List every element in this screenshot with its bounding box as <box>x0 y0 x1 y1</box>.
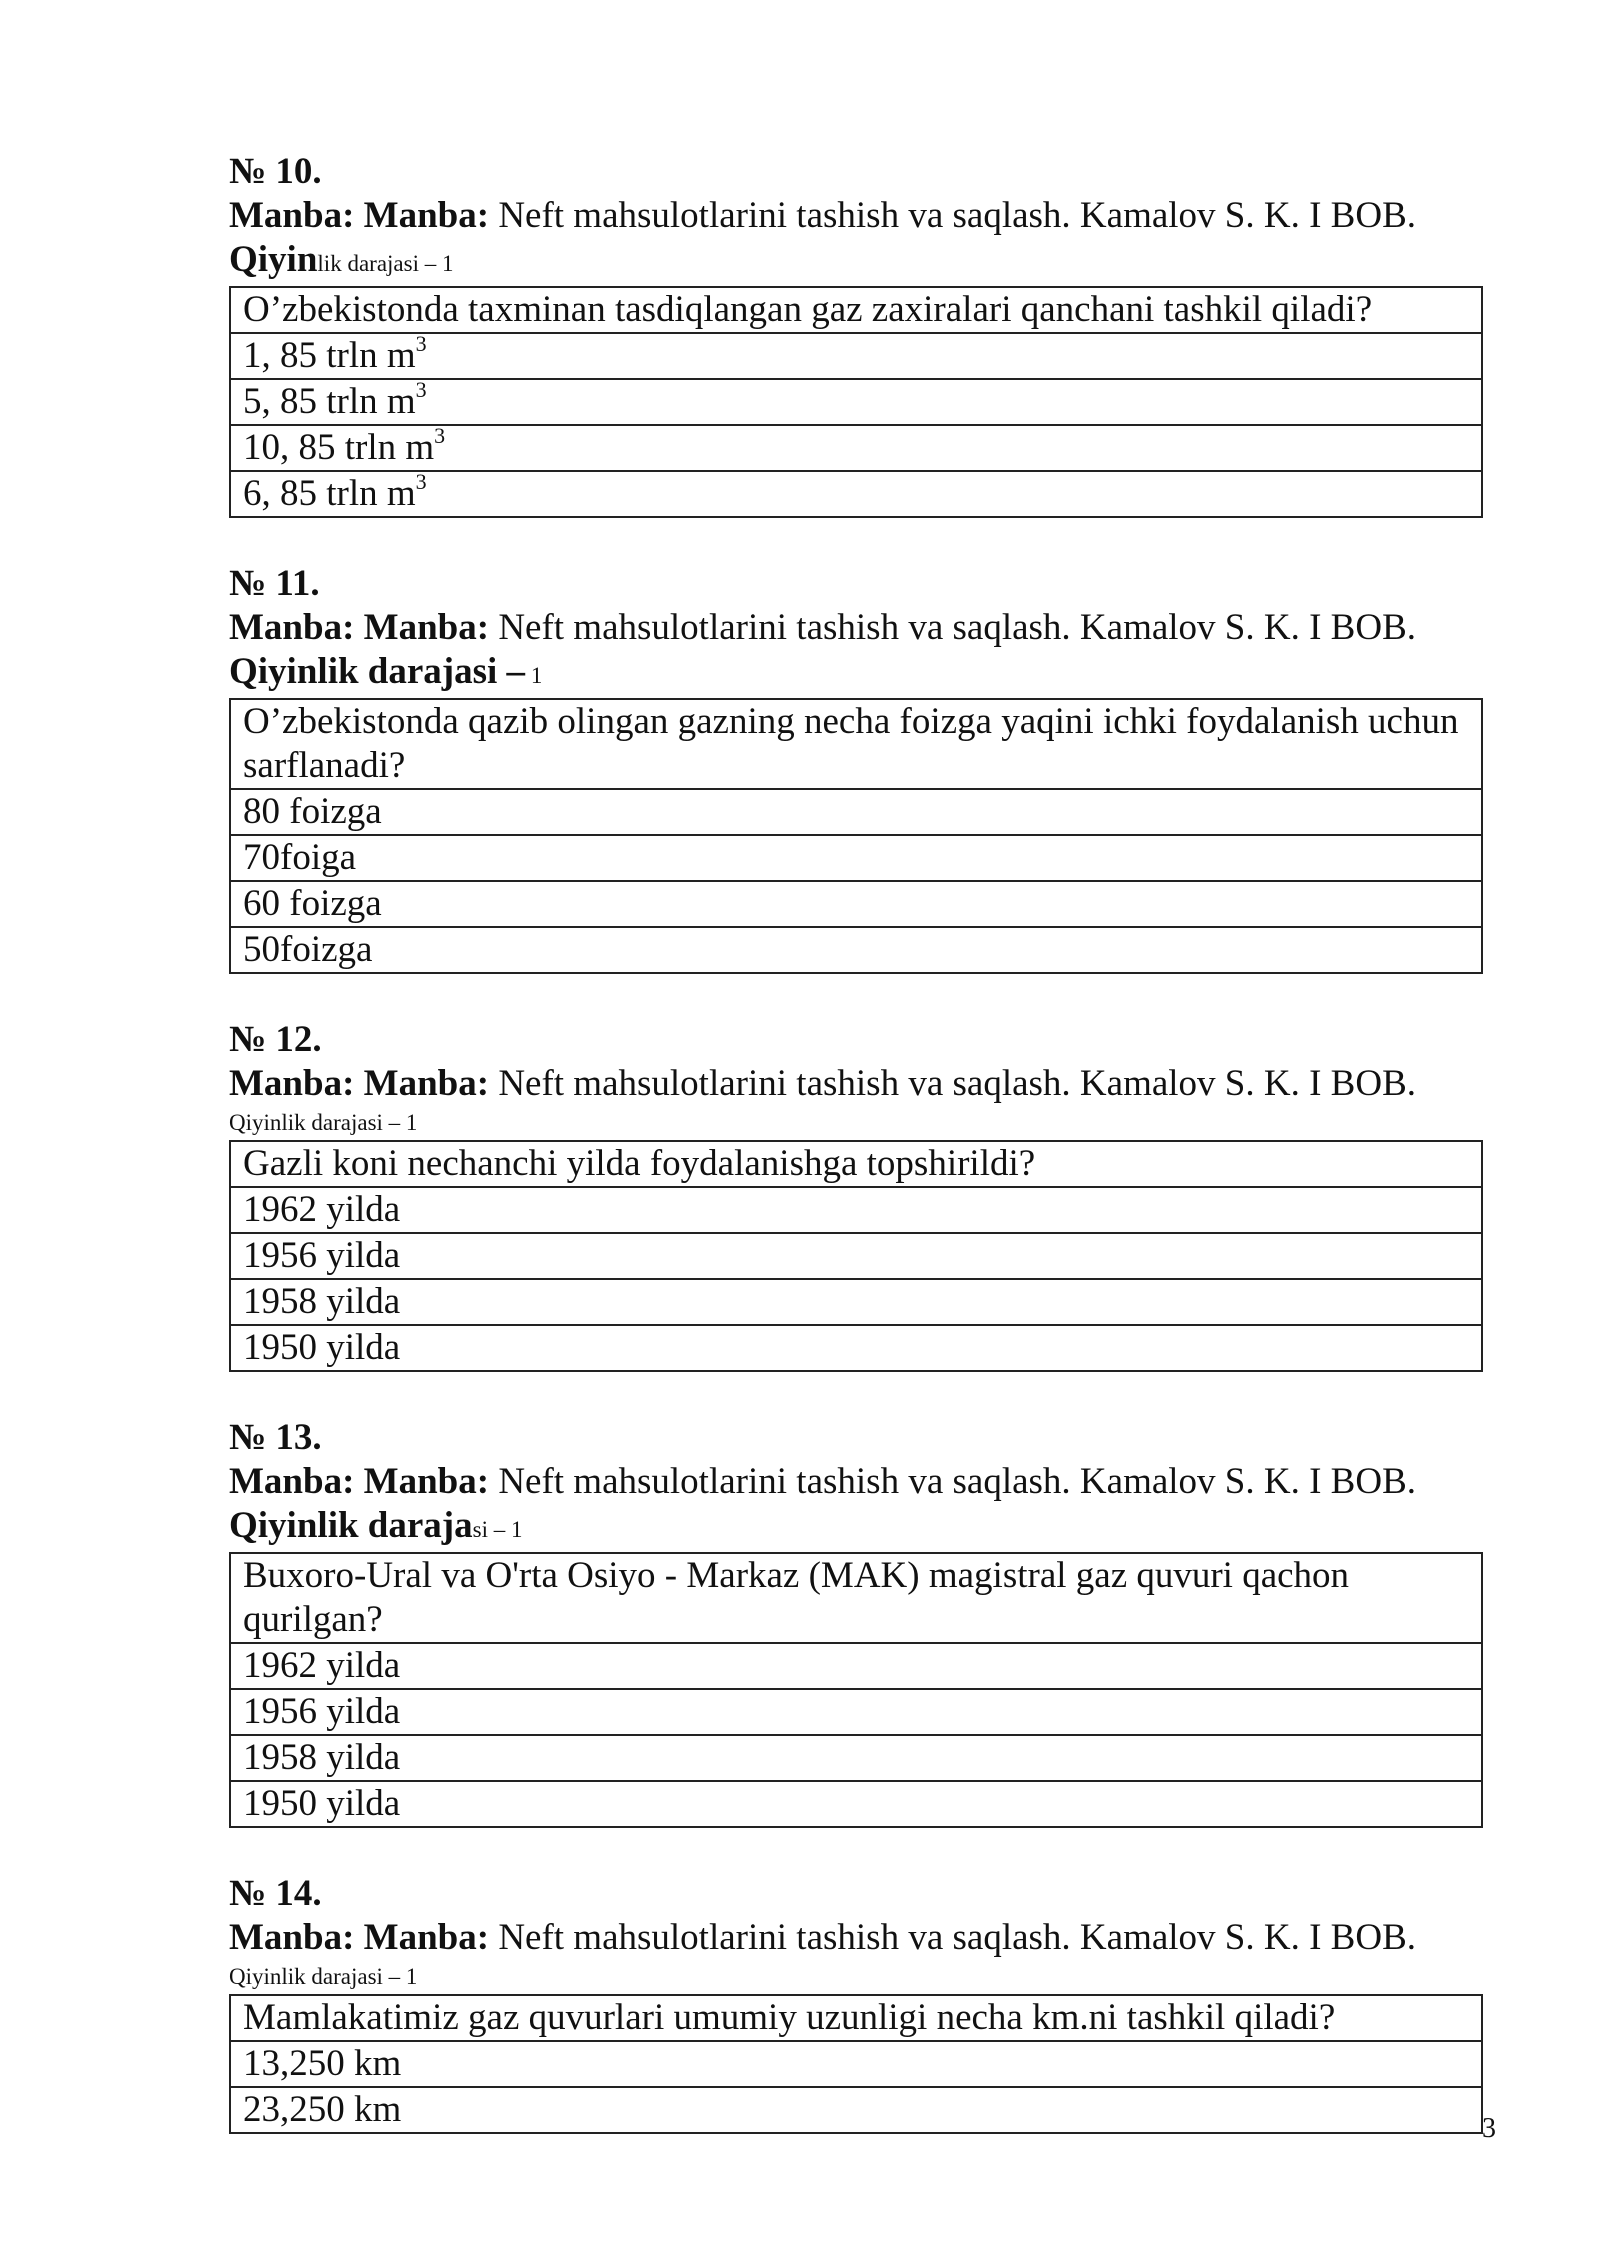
answer-option-text: 1962 yilda <box>243 1645 401 1686</box>
answer-option <box>230 1781 1482 1827</box>
question-number: № 14. <box>229 1873 322 1914</box>
answer-option-text: 60 foizga <box>243 883 382 924</box>
answer-option <box>230 425 1482 471</box>
difficulty-label: Qiyinlik daraja <box>229 1505 473 1546</box>
answer-option-row <box>230 471 1482 517</box>
question-number: № 11. <box>229 563 320 604</box>
answer-option-row <box>230 1187 1482 1233</box>
difficulty-value: Qiyinlik darajasi – 1 <box>229 1110 418 1135</box>
question-row <box>230 699 1482 789</box>
answer-option-text: 1956 yilda <box>243 1235 401 1276</box>
answer-option-text: 1950 yilda <box>243 1783 401 1824</box>
answer-option-row <box>230 789 1482 835</box>
source-label: Manba: Manba: <box>229 195 490 236</box>
answer-option-row <box>230 1643 1482 1689</box>
source-text: Neft mahsulotlarini tashish va saqlash. Kamalov S. K. I BOB. <box>489 1917 1416 1958</box>
source-line <box>229 1460 1483 1504</box>
answer-option <box>230 1279 1482 1325</box>
answer-option-row <box>230 1279 1482 1325</box>
answer-option <box>230 333 1482 379</box>
answer-option-row <box>230 379 1482 425</box>
answer-option-row <box>230 2041 1482 2087</box>
difficulty-value: lik darajasi – 1 <box>317 251 454 276</box>
question-row <box>230 1995 1482 2041</box>
quiz-items <box>229 150 1483 2134</box>
question-text: Gazli koni nechanchi yilda foydalanishga topshirildi? <box>230 1141 1482 1187</box>
answer-option-text: 1, 85 trln m <box>243 335 416 376</box>
answer-option-text: 80 foizga <box>243 791 382 832</box>
answer-option-row <box>230 835 1482 881</box>
difficulty-line <box>229 1960 1483 1994</box>
answer-table <box>229 1140 1483 1372</box>
answer-option-row <box>230 1781 1482 1827</box>
answer-option-text: 1956 yilda <box>243 1691 401 1732</box>
answer-option-text: 13,250 km <box>243 2043 402 2084</box>
source-text: Neft mahsulotlarini tashish va saqlash. Kamalov S. K. I BOB. <box>489 607 1416 648</box>
answer-option <box>230 1689 1482 1735</box>
answer-table <box>229 286 1483 518</box>
question-text: O’zbekistonda taxminan tasdiqlangan gaz zaxiralari qanchani tashkil qiladi? <box>230 287 1482 333</box>
answer-option <box>230 471 1482 517</box>
answer-table <box>229 698 1483 974</box>
unit-exponent: 3 <box>415 377 427 402</box>
answer-option-row <box>230 1325 1482 1371</box>
answer-option-text: 6, 85 trln m <box>243 473 416 514</box>
question-text: O’zbekistonda qazib olingan gazning necha foizga yaqini ichki foydalanish uchun sarflanadi? <box>230 699 1482 789</box>
difficulty-value: Qiyinlik darajasi – 1 <box>229 1964 418 1989</box>
answer-option-text: 70foiga <box>243 837 357 878</box>
answer-option <box>230 1325 1482 1371</box>
answer-option-row <box>230 425 1482 471</box>
answer-option-row <box>230 881 1482 927</box>
answer-table <box>229 1994 1483 2134</box>
question-number: № 10. <box>229 151 322 192</box>
question-number: № 12. <box>229 1019 322 1060</box>
answer-option-text: 1958 yilda <box>243 1281 401 1322</box>
difficulty-line <box>229 1106 1483 1140</box>
question-row <box>230 1141 1482 1187</box>
difficulty-value: si – 1 <box>472 1517 523 1542</box>
quiz-item <box>229 1416 1483 1828</box>
answer-option-row <box>230 927 1482 973</box>
quiz-item <box>229 1872 1483 2134</box>
answer-option-text: 1962 yilda <box>243 1189 401 1230</box>
answer-option <box>230 927 1482 973</box>
document-page <box>229 150 1483 2178</box>
difficulty-line <box>229 1504 1483 1552</box>
source-text: Neft mahsulotlarini tashish va saqlash. Kamalov S. K. I BOB. <box>489 1461 1416 1502</box>
source-label: Manba: Manba: <box>229 1063 490 1104</box>
answer-option-text: 10, 85 trln m <box>243 427 435 468</box>
answer-option-text: 23,250 km <box>243 2089 402 2130</box>
answer-option-row <box>230 1233 1482 1279</box>
answer-option <box>230 2087 1482 2133</box>
source-line <box>229 194 1483 238</box>
question-text: Mamlakatimiz gaz quvurlari umumiy uzunligi necha km.ni tashkil qiladi? <box>230 1995 1482 2041</box>
source-label: Manba: Manba: <box>229 607 490 648</box>
answer-option-row <box>230 1689 1482 1735</box>
source-line <box>229 1916 1483 1960</box>
answer-option-text: 5, 85 trln m <box>243 381 416 422</box>
unit-exponent: 3 <box>434 423 446 448</box>
question-number: № 13. <box>229 1417 322 1458</box>
answer-table <box>229 1552 1483 1828</box>
difficulty-line <box>229 650 1483 698</box>
source-line <box>229 1062 1483 1106</box>
answer-option-row <box>230 2087 1482 2133</box>
answer-option <box>230 1735 1482 1781</box>
question-row <box>230 287 1482 333</box>
source-text: Neft mahsulotlarini tashish va saqlash. Kamalov S. K. I BOB. <box>489 195 1416 236</box>
page-number: 3 <box>1482 2113 1496 2144</box>
answer-option <box>230 835 1482 881</box>
answer-option-text: 50foizga <box>243 929 373 970</box>
source-text: Neft mahsulotlarini tashish va saqlash. Kamalov S. K. I BOB. <box>489 1063 1416 1104</box>
answer-option <box>230 789 1482 835</box>
quiz-item <box>229 562 1483 974</box>
difficulty-line <box>229 238 1483 286</box>
answer-option <box>230 2041 1482 2087</box>
answer-option <box>230 379 1482 425</box>
answer-option-text: 1950 yilda <box>243 1327 401 1368</box>
difficulty-label: Qiyin <box>229 239 318 280</box>
difficulty-value: 1 <box>525 663 543 688</box>
unit-exponent: 3 <box>415 469 427 494</box>
answer-option <box>230 881 1482 927</box>
quiz-item <box>229 150 1483 518</box>
question-row <box>230 1553 1482 1643</box>
answer-option-row <box>230 1735 1482 1781</box>
answer-option <box>230 1187 1482 1233</box>
answer-option-row <box>230 333 1482 379</box>
answer-option-text: 1958 yilda <box>243 1737 401 1778</box>
difficulty-label: Qiyinlik darajasi – <box>229 651 526 692</box>
quiz-item <box>229 1018 1483 1372</box>
question-text: Buxoro-Ural va O'rta Osiyo - Markaz (MAK) magistral gaz quvuri qachon qurilgan? <box>230 1553 1482 1643</box>
answer-option <box>230 1233 1482 1279</box>
source-label: Manba: Manba: <box>229 1461 490 1502</box>
source-line <box>229 606 1483 650</box>
answer-option <box>230 1643 1482 1689</box>
unit-exponent: 3 <box>415 331 427 356</box>
source-label: Manba: Manba: <box>229 1917 490 1958</box>
